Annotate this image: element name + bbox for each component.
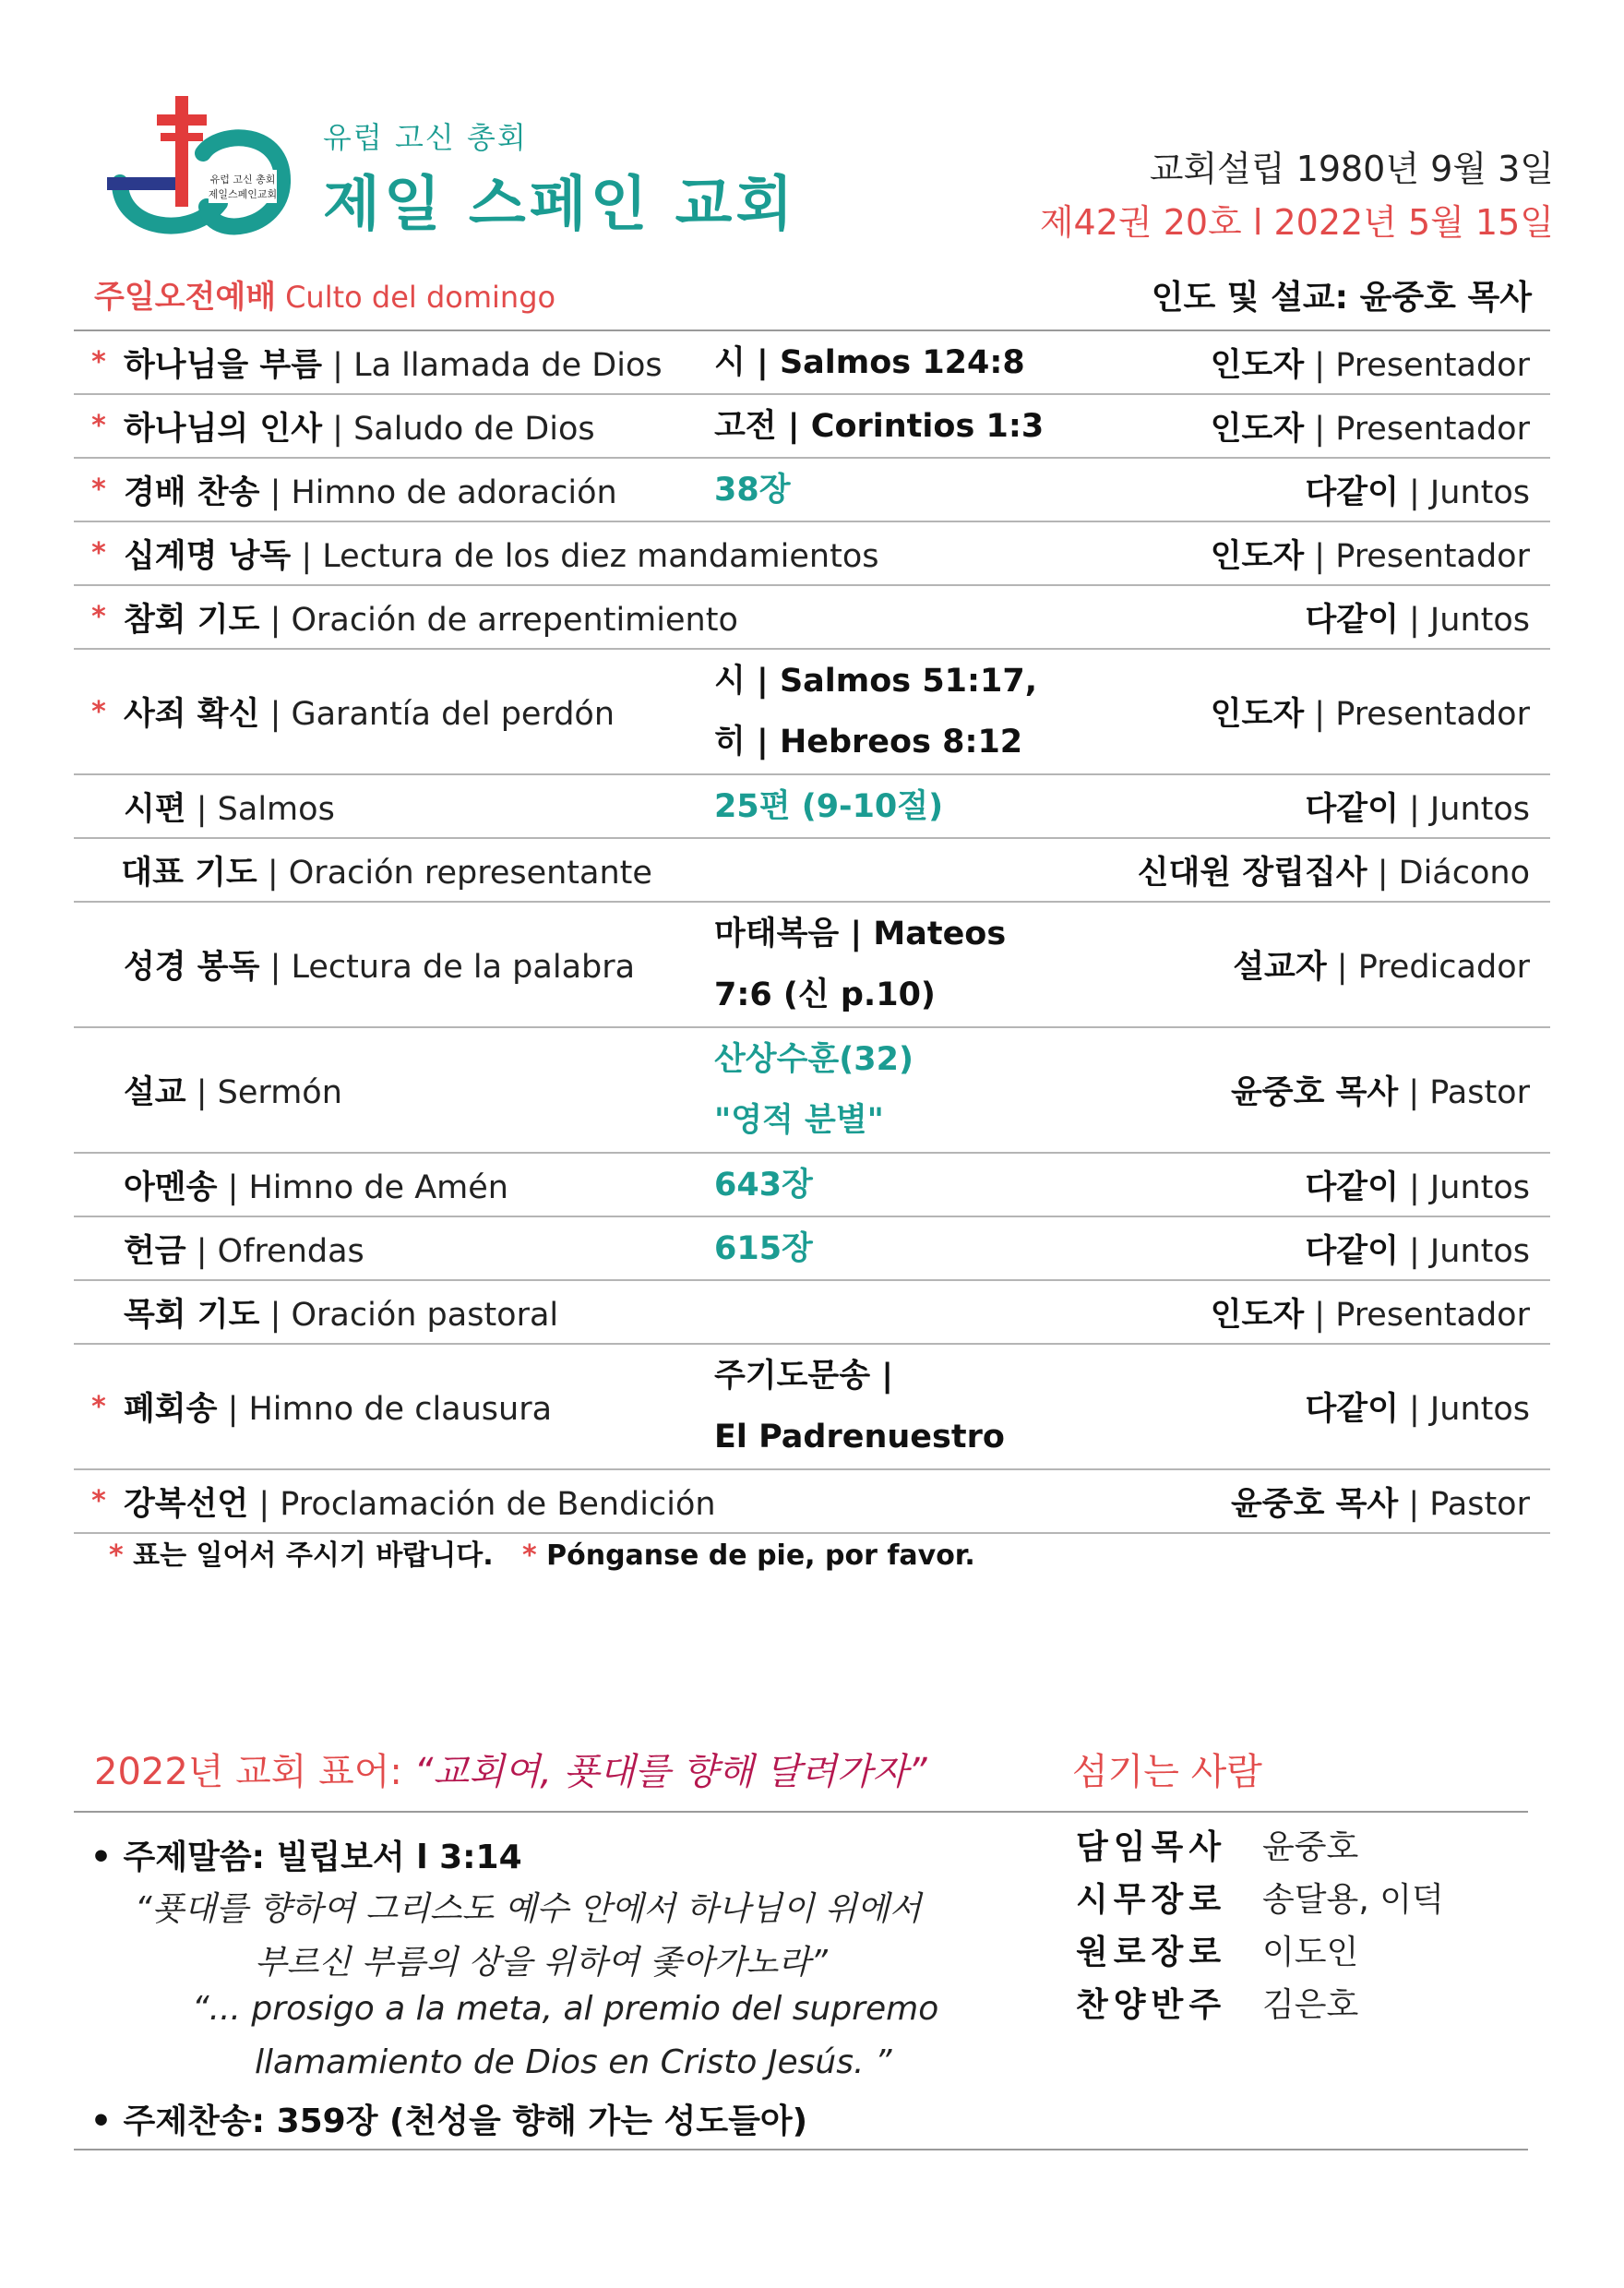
church-name: 제일 스페인 교회 xyxy=(323,171,797,239)
item-name xyxy=(124,403,714,449)
item-name-ko: 성경 봉독 xyxy=(124,949,260,986)
order-of-worship xyxy=(74,331,1550,1534)
item-name-es: | Saludo de Dios xyxy=(322,410,595,448)
item-reference xyxy=(714,651,1194,773)
reference-line: 시 | Salmos 124:8 xyxy=(714,343,1025,381)
item-reference xyxy=(714,396,1194,457)
leader-es: | Presentador xyxy=(1304,410,1530,448)
reference-line: 주기도문송 | xyxy=(714,1358,894,1395)
item-leader xyxy=(1194,941,1550,988)
verse-ko-line1: “푯대를 향하여 그리스도 예수 안에서 하나님이 위에서 xyxy=(135,1890,922,1928)
item-name xyxy=(124,784,714,830)
leader-ko: 윤중호 목사 xyxy=(1230,1074,1399,1111)
item-name-es: | Oración de arrepentimiento xyxy=(259,601,738,639)
item-name xyxy=(121,847,682,893)
leader-es: | Juntos xyxy=(1398,1168,1530,1206)
leader-es: | Juntos xyxy=(1398,1232,1530,1270)
service-title-ko: 주일오전예배 xyxy=(94,279,277,316)
item-reference xyxy=(714,1155,1194,1216)
item-name xyxy=(124,1289,714,1336)
leader-es: | Juntos xyxy=(1398,790,1530,828)
item-leader xyxy=(1194,340,1550,386)
stand-marker: * xyxy=(91,410,106,442)
item-name-ko: 하나님의 인사 xyxy=(124,410,323,448)
item-name xyxy=(124,1226,714,1272)
reference-line: 고전 | Corintios 1:3 xyxy=(714,407,1045,445)
item-name xyxy=(124,594,738,641)
item-leader xyxy=(1194,403,1550,449)
stand-marker: * xyxy=(91,1485,106,1517)
leader-ko: 다같이 xyxy=(1305,1168,1399,1206)
cross-logo-icon xyxy=(100,92,293,249)
server-role: 찬양반주 xyxy=(1076,1986,1227,2024)
item-leader xyxy=(1194,1384,1550,1430)
worship-row xyxy=(74,650,1550,775)
server-role: 담임목사 xyxy=(1076,1828,1227,1866)
item-name-ko: 폐회송 xyxy=(124,1391,218,1428)
item-reference xyxy=(714,1029,1194,1151)
logo-text-1: 유럽 고신 총회 xyxy=(209,174,276,186)
item-name-ko: 하나님을 부름 xyxy=(124,346,323,384)
item-leader xyxy=(1194,1289,1550,1336)
item-name-es: | La llamada de Dios xyxy=(322,346,663,384)
item-leader xyxy=(1194,1162,1550,1208)
leader-ko: 다같이 xyxy=(1305,1232,1399,1270)
item-name-ko: 십계명 낭독 xyxy=(124,537,292,575)
worship-row xyxy=(74,1028,1550,1154)
leader-es: | Presentador xyxy=(1304,537,1530,575)
leader-es: | Juntos xyxy=(1398,601,1530,639)
stand-marker: * xyxy=(91,1390,106,1423)
item-reference xyxy=(714,776,1194,837)
item-leader xyxy=(1194,531,1550,577)
item-name xyxy=(124,531,879,577)
item-name-es: | Sermón xyxy=(185,1074,342,1111)
item-name-es: | Proclamación de Bendición xyxy=(248,1485,716,1523)
item-name-ko: 대표 기도 xyxy=(121,854,257,892)
leader-ko: 다같이 xyxy=(1305,473,1399,511)
theme-hymn: • 주제찬송: 359장 (천성을 향해 가는 성도들아) xyxy=(90,2102,808,2140)
reference-line: 615장 xyxy=(714,1229,813,1267)
org-subtitle: 유럽 고신 총회 xyxy=(323,120,528,155)
item-leader xyxy=(1194,689,1550,735)
server-role: 원로장로 xyxy=(1076,1934,1227,1971)
church-logo xyxy=(100,92,293,249)
item-name-es: | Lectura de la palabra xyxy=(259,949,636,986)
worship-row xyxy=(74,586,1550,650)
item-reference xyxy=(714,332,1194,393)
reference-line: "영적 분별" xyxy=(714,1102,884,1139)
motto-quote: “교회여, 푯대를 향해 달려가자” xyxy=(413,1751,927,1793)
leader-es: | Diácono xyxy=(1367,854,1530,892)
item-name-ko: 목회 기도 xyxy=(124,1296,260,1334)
server-name: 송달용, 이덕 xyxy=(1262,1881,1444,1919)
worship-row xyxy=(74,839,1550,903)
leader-es: | Juntos xyxy=(1398,1391,1530,1428)
item-reference xyxy=(714,460,1194,521)
theme-verse-ref: • 주제말씀: 빌립보서 l 3:14 xyxy=(90,1839,522,1876)
stand-marker: * xyxy=(91,695,106,728)
leader-ko: 인도자 xyxy=(1210,410,1305,448)
leader-ko: 설교자 xyxy=(1233,949,1327,986)
worship-row xyxy=(74,775,1550,839)
item-leader xyxy=(1194,594,1550,641)
item-leader xyxy=(1194,1067,1550,1113)
item-leader xyxy=(1194,467,1550,513)
item-reference xyxy=(714,904,1194,1025)
reference-line: 38장 xyxy=(714,471,791,509)
worship-row xyxy=(74,1470,1550,1534)
verse-ko-line2: 부르신 부름의 상을 위하여 좇아가노라” xyxy=(255,1944,828,1982)
verse-es-line1: “... prosigo a la meta, al premio del supremo xyxy=(192,1990,939,2028)
item-name-ko: 헌금 xyxy=(124,1232,186,1270)
reference-line: 시 | Salmos 51:17, xyxy=(714,663,1038,700)
item-name-es: | Himno de adoración xyxy=(259,473,617,511)
leader-es: | Presentador xyxy=(1304,1296,1530,1334)
leader-es: | Pastor xyxy=(1398,1485,1530,1523)
item-leader xyxy=(1138,847,1550,893)
server-row xyxy=(1076,1923,1444,1976)
item-name-ko: 설교 xyxy=(124,1074,186,1111)
standing-note xyxy=(109,1532,975,1573)
leader-ko: 다같이 xyxy=(1305,601,1399,639)
stand-marker: * xyxy=(91,473,106,506)
leader-ko: 인도자 xyxy=(1210,537,1305,575)
item-name-ko: 아멘송 xyxy=(124,1168,218,1206)
item-reference xyxy=(714,1346,1194,1467)
server-role: 시무장로 xyxy=(1076,1881,1227,1919)
item-name-es: | Lectura de los diez mandamientos xyxy=(291,537,879,575)
worship-row xyxy=(74,1281,1550,1345)
leader-ko: 인도자 xyxy=(1210,346,1305,384)
item-name-ko: 사죄 확신 xyxy=(124,696,260,733)
divider xyxy=(74,1811,1528,1813)
server-row xyxy=(1076,1818,1444,1871)
item-name-es: | Garantía del perdón xyxy=(259,696,615,733)
note-star: * xyxy=(109,1539,124,1572)
worship-row xyxy=(74,395,1550,459)
stand-marker: * xyxy=(91,601,106,633)
reference-line: 산상수훈(32) xyxy=(714,1041,914,1078)
server-name: 이도인 xyxy=(1262,1934,1359,1971)
item-name xyxy=(124,1067,714,1113)
item-name-ko: 시편 xyxy=(124,790,186,828)
server-name: 윤중호 xyxy=(1262,1828,1359,1866)
reference-line: 643장 xyxy=(714,1166,813,1204)
item-name xyxy=(124,941,714,988)
stand-marker: * xyxy=(91,346,106,378)
issue-date: 제42권 20호 l 2022년 5월 15일 xyxy=(1039,202,1554,243)
item-name-es: | Salmos xyxy=(185,790,335,828)
worship-row xyxy=(74,903,1550,1028)
stand-marker: * xyxy=(91,537,106,569)
service-leader: 인도 및 설교: 윤중호 목사 xyxy=(1151,279,1532,317)
item-name xyxy=(124,467,714,513)
leader-es: | Pastor xyxy=(1398,1074,1530,1111)
item-name xyxy=(124,1162,714,1208)
worship-row xyxy=(74,459,1550,522)
item-name-ko: 강복선언 xyxy=(124,1485,249,1523)
servers-heading: 섬기는 사람 xyxy=(1072,1751,1262,1793)
service-title xyxy=(94,271,555,317)
item-reference xyxy=(714,1218,1194,1279)
note-star-2: * xyxy=(521,1539,537,1572)
reference-line: 7:6 (신 p.10) xyxy=(714,976,936,1013)
item-name-es: | Oración pastoral xyxy=(259,1296,559,1334)
item-name xyxy=(124,1384,714,1430)
worship-row xyxy=(74,331,1550,395)
item-name-es: | Ofrendas xyxy=(185,1232,364,1270)
leader-ko: 다같이 xyxy=(1305,790,1399,828)
leader-ko: 다같이 xyxy=(1305,1391,1399,1428)
item-name-es: | Oración representante xyxy=(257,854,652,892)
worship-row xyxy=(74,522,1550,586)
item-name-es: | Himno de Amén xyxy=(217,1168,508,1206)
item-name-ko: 경배 찬송 xyxy=(124,473,260,511)
leader-es: | Presentador xyxy=(1304,696,1530,733)
server-row xyxy=(1076,1976,1444,2029)
item-leader xyxy=(1194,1479,1550,1525)
item-name xyxy=(124,340,714,386)
server-name: 김은호 xyxy=(1262,1986,1359,2024)
item-name-es: | Himno de clausura xyxy=(217,1391,553,1428)
server-row xyxy=(1076,1871,1444,1923)
leader-ko: 신대원 장립집사 xyxy=(1137,854,1367,892)
leader-es: | Presentador xyxy=(1304,346,1530,384)
reference-line: 히 | Hebreos 8:12 xyxy=(714,724,1023,761)
leader-es: | Predicador xyxy=(1326,949,1530,986)
verse-es-line2: llamamiento de Dios en Cristo Jesús. ” xyxy=(255,2043,892,2081)
item-name-ko: 참회 기도 xyxy=(124,601,260,639)
logo-text-2: 제일스페인교회 xyxy=(208,188,278,200)
leader-ko: 인도자 xyxy=(1210,1296,1305,1334)
item-leader xyxy=(1194,1226,1550,1272)
note-es: Pónganse de pie, por favor. xyxy=(536,1539,975,1572)
item-leader xyxy=(1194,784,1550,830)
reference-line: 마태복음 | Mateos xyxy=(714,916,1007,952)
motto-label: 2022년 교회 표어: xyxy=(94,1751,414,1793)
reference-line: 25편 (9-10절) xyxy=(714,787,944,825)
founded-date: 교회설립 1980년 9월 3일 xyxy=(1149,149,1554,189)
worship-row xyxy=(74,1154,1550,1217)
motto-heading xyxy=(94,1743,927,1795)
leader-es: | Juntos xyxy=(1398,473,1530,511)
worship-row xyxy=(74,1345,1550,1470)
note-ko: 표는 일어서 주시기 바랍니다. xyxy=(123,1539,494,1572)
leader-ko: 윤중호 목사 xyxy=(1230,1485,1399,1523)
servers-list xyxy=(1076,1818,1444,2029)
item-name xyxy=(124,1479,714,1525)
worship-row xyxy=(74,1217,1550,1281)
reference-line: El Padrenuestro xyxy=(714,1419,1005,1455)
service-title-es: Culto del domingo xyxy=(285,280,556,315)
divider xyxy=(74,2149,1528,2150)
leader-ko: 인도자 xyxy=(1210,696,1305,733)
item-name xyxy=(124,689,714,735)
